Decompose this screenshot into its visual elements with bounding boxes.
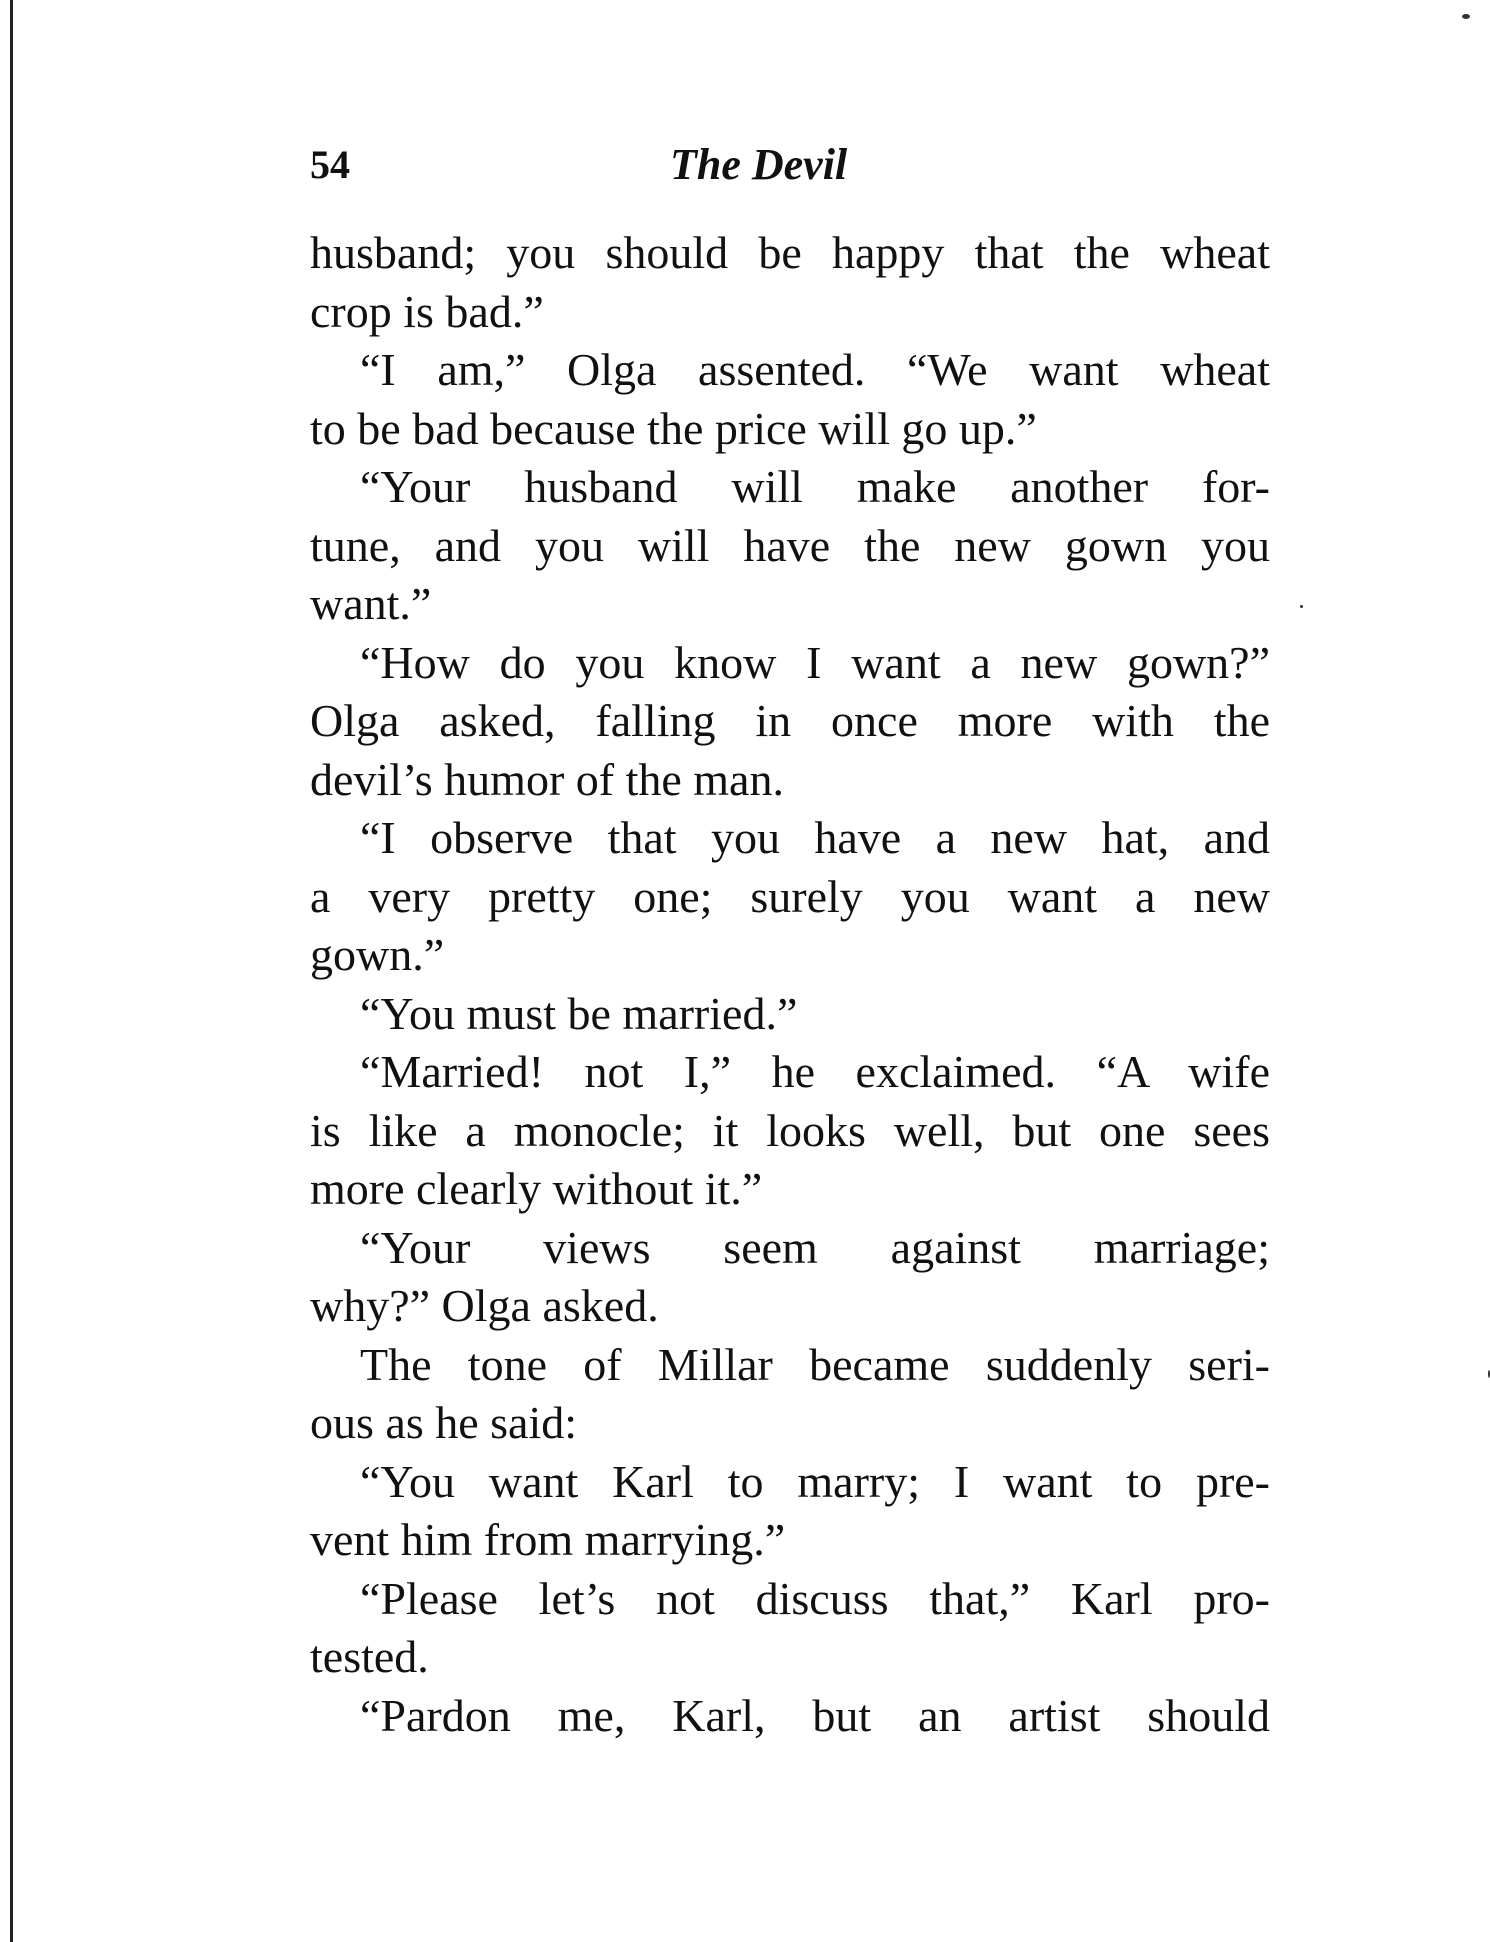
- text-line: The tone of Millar became suddenly seri-: [360, 1338, 1270, 1390]
- text-line: tested.: [310, 1631, 429, 1682]
- running-title: The Devil: [670, 140, 848, 189]
- text-line: crop is bad.”: [310, 285, 544, 337]
- text-line: “Your views seem against marriage;: [360, 1221, 1270, 1273]
- text-line: why?” Olga asked.: [310, 1280, 659, 1331]
- ink-speck: [1300, 605, 1303, 608]
- text-line: gown.”: [310, 929, 445, 980]
- text-line: “Your husband will make another for-: [360, 461, 1270, 512]
- text-line: “You want Karl to marry; I want to pre-: [360, 1455, 1270, 1507]
- text-line: devil’s humor of the man.: [310, 753, 784, 805]
- text-line: “You must be married.”: [360, 987, 798, 1039]
- text-line: “Pardon me, Karl, but an artist should: [360, 1689, 1270, 1741]
- text-line: to be bad because the price will go up.”: [310, 402, 1037, 454]
- text-line: “I observe that you have a new hat, and: [360, 812, 1270, 863]
- text-line: husband; you should be happy that the wheat: [310, 227, 1270, 278]
- body-text: [310, 224, 1270, 1745]
- text-line: tune, and you will have the new gown you: [310, 519, 1270, 571]
- text-line: vent him from marrying.”: [310, 1514, 786, 1565]
- page-number: 54: [310, 142, 350, 187]
- text-line: “Married! not I,” he exclaimed. “A wife: [360, 1046, 1270, 1097]
- text-line: “Please let’s not discuss that,” Karl pro-: [360, 1572, 1270, 1624]
- page-header: [310, 135, 1270, 195]
- text-line: is like a monocle; it looks well, but one sees: [310, 1104, 1270, 1156]
- text-line: want.”: [310, 578, 432, 629]
- ink-speck: [1462, 14, 1470, 19]
- text-line: “How do you know I want a new gown?”: [360, 636, 1270, 688]
- text-line: Olga asked, falling in once more with the: [310, 695, 1270, 746]
- text-line: “I am,” Olga assented. “We want wheat: [360, 344, 1270, 395]
- text-line: ous as he said:: [310, 1397, 578, 1448]
- text-line: more clearly without it.”: [310, 1163, 763, 1214]
- binding-edge-line: [10, 0, 13, 1942]
- text-line: a very pretty one; surely you want a new: [310, 870, 1270, 922]
